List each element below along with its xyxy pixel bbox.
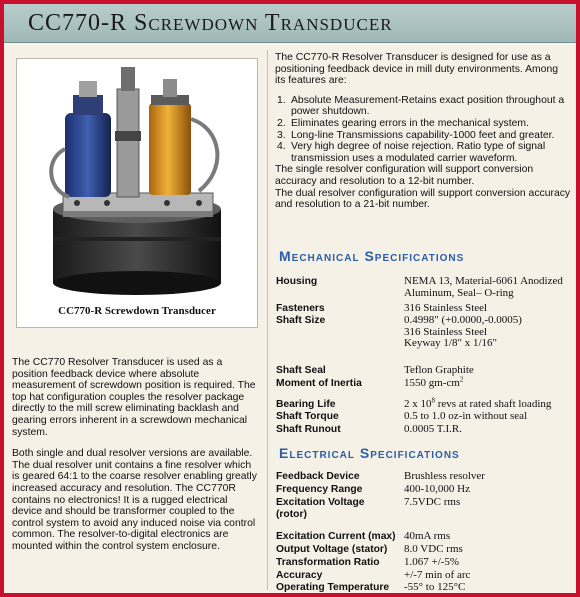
spec-label: Housing [276,276,318,287]
spec-value: 0.0005 T.I.R. [404,423,462,435]
description-paragraph: Both single and dual resolver versions are available. The dual resolver unit contains a fine resolver which is geared 64:1 to the coarse resolver enabling greatly increased accuracy and resolution. The CC770R contains no electronics! It is a rugged electrical device and should be transformer coupled to the control system to avoid any induced noise via control common. The resolver-to-digital electronics are mounted within the control system enclosure. [12,448,257,552]
spec-label: Shaft Torque [276,411,339,422]
transducer-photo [17,59,257,303]
feature-item [275,118,571,130]
feature-number: 1. [277,94,286,106]
spec-label: Frequency Range [276,484,363,495]
feature-number: 3. [277,129,286,141]
feature-text: Eliminates gearing errors in the mechanical system. [291,117,529,129]
description-column [12,357,260,563]
spec-value: 40mA rms [404,530,451,542]
spec-label: Excitation Current (max) [276,531,396,542]
spec-value-line: Aluminum, Seal– O-ring [404,286,514,299]
feature-number: 2. [277,117,286,129]
spec-label: Accuracy [276,570,323,581]
resolver-note: The dual resolver configuration will support conversion accuracy and resolution to a 21-bit number. [275,187,571,211]
spec-label: Shaft Seal [276,365,326,376]
spec-value: 8.0 VDC rms [404,543,463,555]
description-paragraph: The CC770 Resolver Transducer is used as a position feedback device where absolute measurement of screwdown position is required. The top hat configuration couples the resolver package directly to the mill screw eliminating backlash and gearing errors inherent in a screwdown mechanical system. [12,357,256,438]
feature-number: 4. [277,141,286,153]
datasheet-page [4,4,576,593]
spec-value-text: 2 x 10 [404,398,432,410]
heading-word: Electrical [279,445,355,461]
spec-value-line: 316 Stainless Steel [404,325,488,338]
spec-value [404,276,563,299]
spec-value: 7.5VDC rms [404,496,461,508]
spec-value-line: Keyway 1/8" x 1/16" [404,337,497,350]
spec-label: Fasteners [276,303,325,314]
spec-value: 1.067 +/-5% [404,556,460,568]
product-photo-frame [16,58,258,328]
feature-list [275,95,571,165]
feature-item [275,141,571,164]
spec-label: Feedback Device [276,471,360,482]
mechanical-specs-heading [279,248,464,264]
feature-text: Absolute Measurement-Retains exact position throughout a power shutdown. [291,94,565,118]
spec-value: 0.5 to 1.0 oz-in without seal [404,410,528,422]
resolver-note: The single resolver configuration will support conversion accuracy and resolution to a 12-bit number. [275,164,534,187]
spec-label-qualifier: (rotor) [276,509,307,520]
spec-label: Moment of Inertia [276,378,362,389]
spec-value: 316 Stainless Steel [404,302,488,314]
spec-value-exponent: 2 [459,375,464,384]
feature-item [275,130,571,142]
spec-value-exponent: 8 [431,396,435,405]
feature-item [275,95,571,118]
spec-value-text: 1550 gm-cm [404,377,460,389]
feature-text: Very high degree of noise rejection. Ratio type of signal transmission uses a modulated carrier waveform. [291,141,546,164]
spec-value-text: revs at rated shaft loading [435,398,552,410]
spec-value: Teflon Graphite [404,364,474,376]
spec-value-line: NEMA 13, Material-6061 Anodized [404,275,563,287]
spec-label: Transformation Ratio [276,557,380,568]
photo-caption: CC770-R Screwdown Transducer [58,305,216,317]
spec-value [404,375,464,390]
spec-value-line: 0.4998" (+0.0000,-0.0005) [404,314,522,326]
spec-value: 400-10,000 Hz [404,483,470,495]
title-product: Screwdown Transducer [134,10,393,36]
spec-label: Output Voltage (stator) [276,544,388,555]
spec-label: Shaft Size [276,315,326,326]
heading-word: Mechanical [279,248,360,264]
spec-value: Brushless resolver [404,470,485,482]
spec-value [404,396,552,411]
page-title [28,10,393,37]
electrical-specs-heading [279,445,460,461]
intro-paragraph: The CC770-R Resolver Transducer is designed for use as a positioning feedback device in mill duty environments. Among its features are: [275,52,559,87]
spec-label: Shaft Runout [276,424,341,435]
title-model: CC770-R [28,10,128,36]
spec-value: -55° to 125°C [404,581,466,593]
overview-column [275,52,571,211]
spec-value [404,315,522,350]
column-divider [267,50,268,590]
spec-value: +/-7 min of arc [404,569,471,581]
heading-word: Specifications [359,445,460,461]
heading-word: Specifications [364,248,465,264]
feature-text: Long-line Transmissions capability-1000 feet and greater. [291,129,555,141]
spec-label: Bearing Life [276,399,336,410]
spec-label: Excitation Voltage [276,497,365,508]
title-bar [4,4,576,43]
spec-label: Operating Temperature [276,582,390,593]
